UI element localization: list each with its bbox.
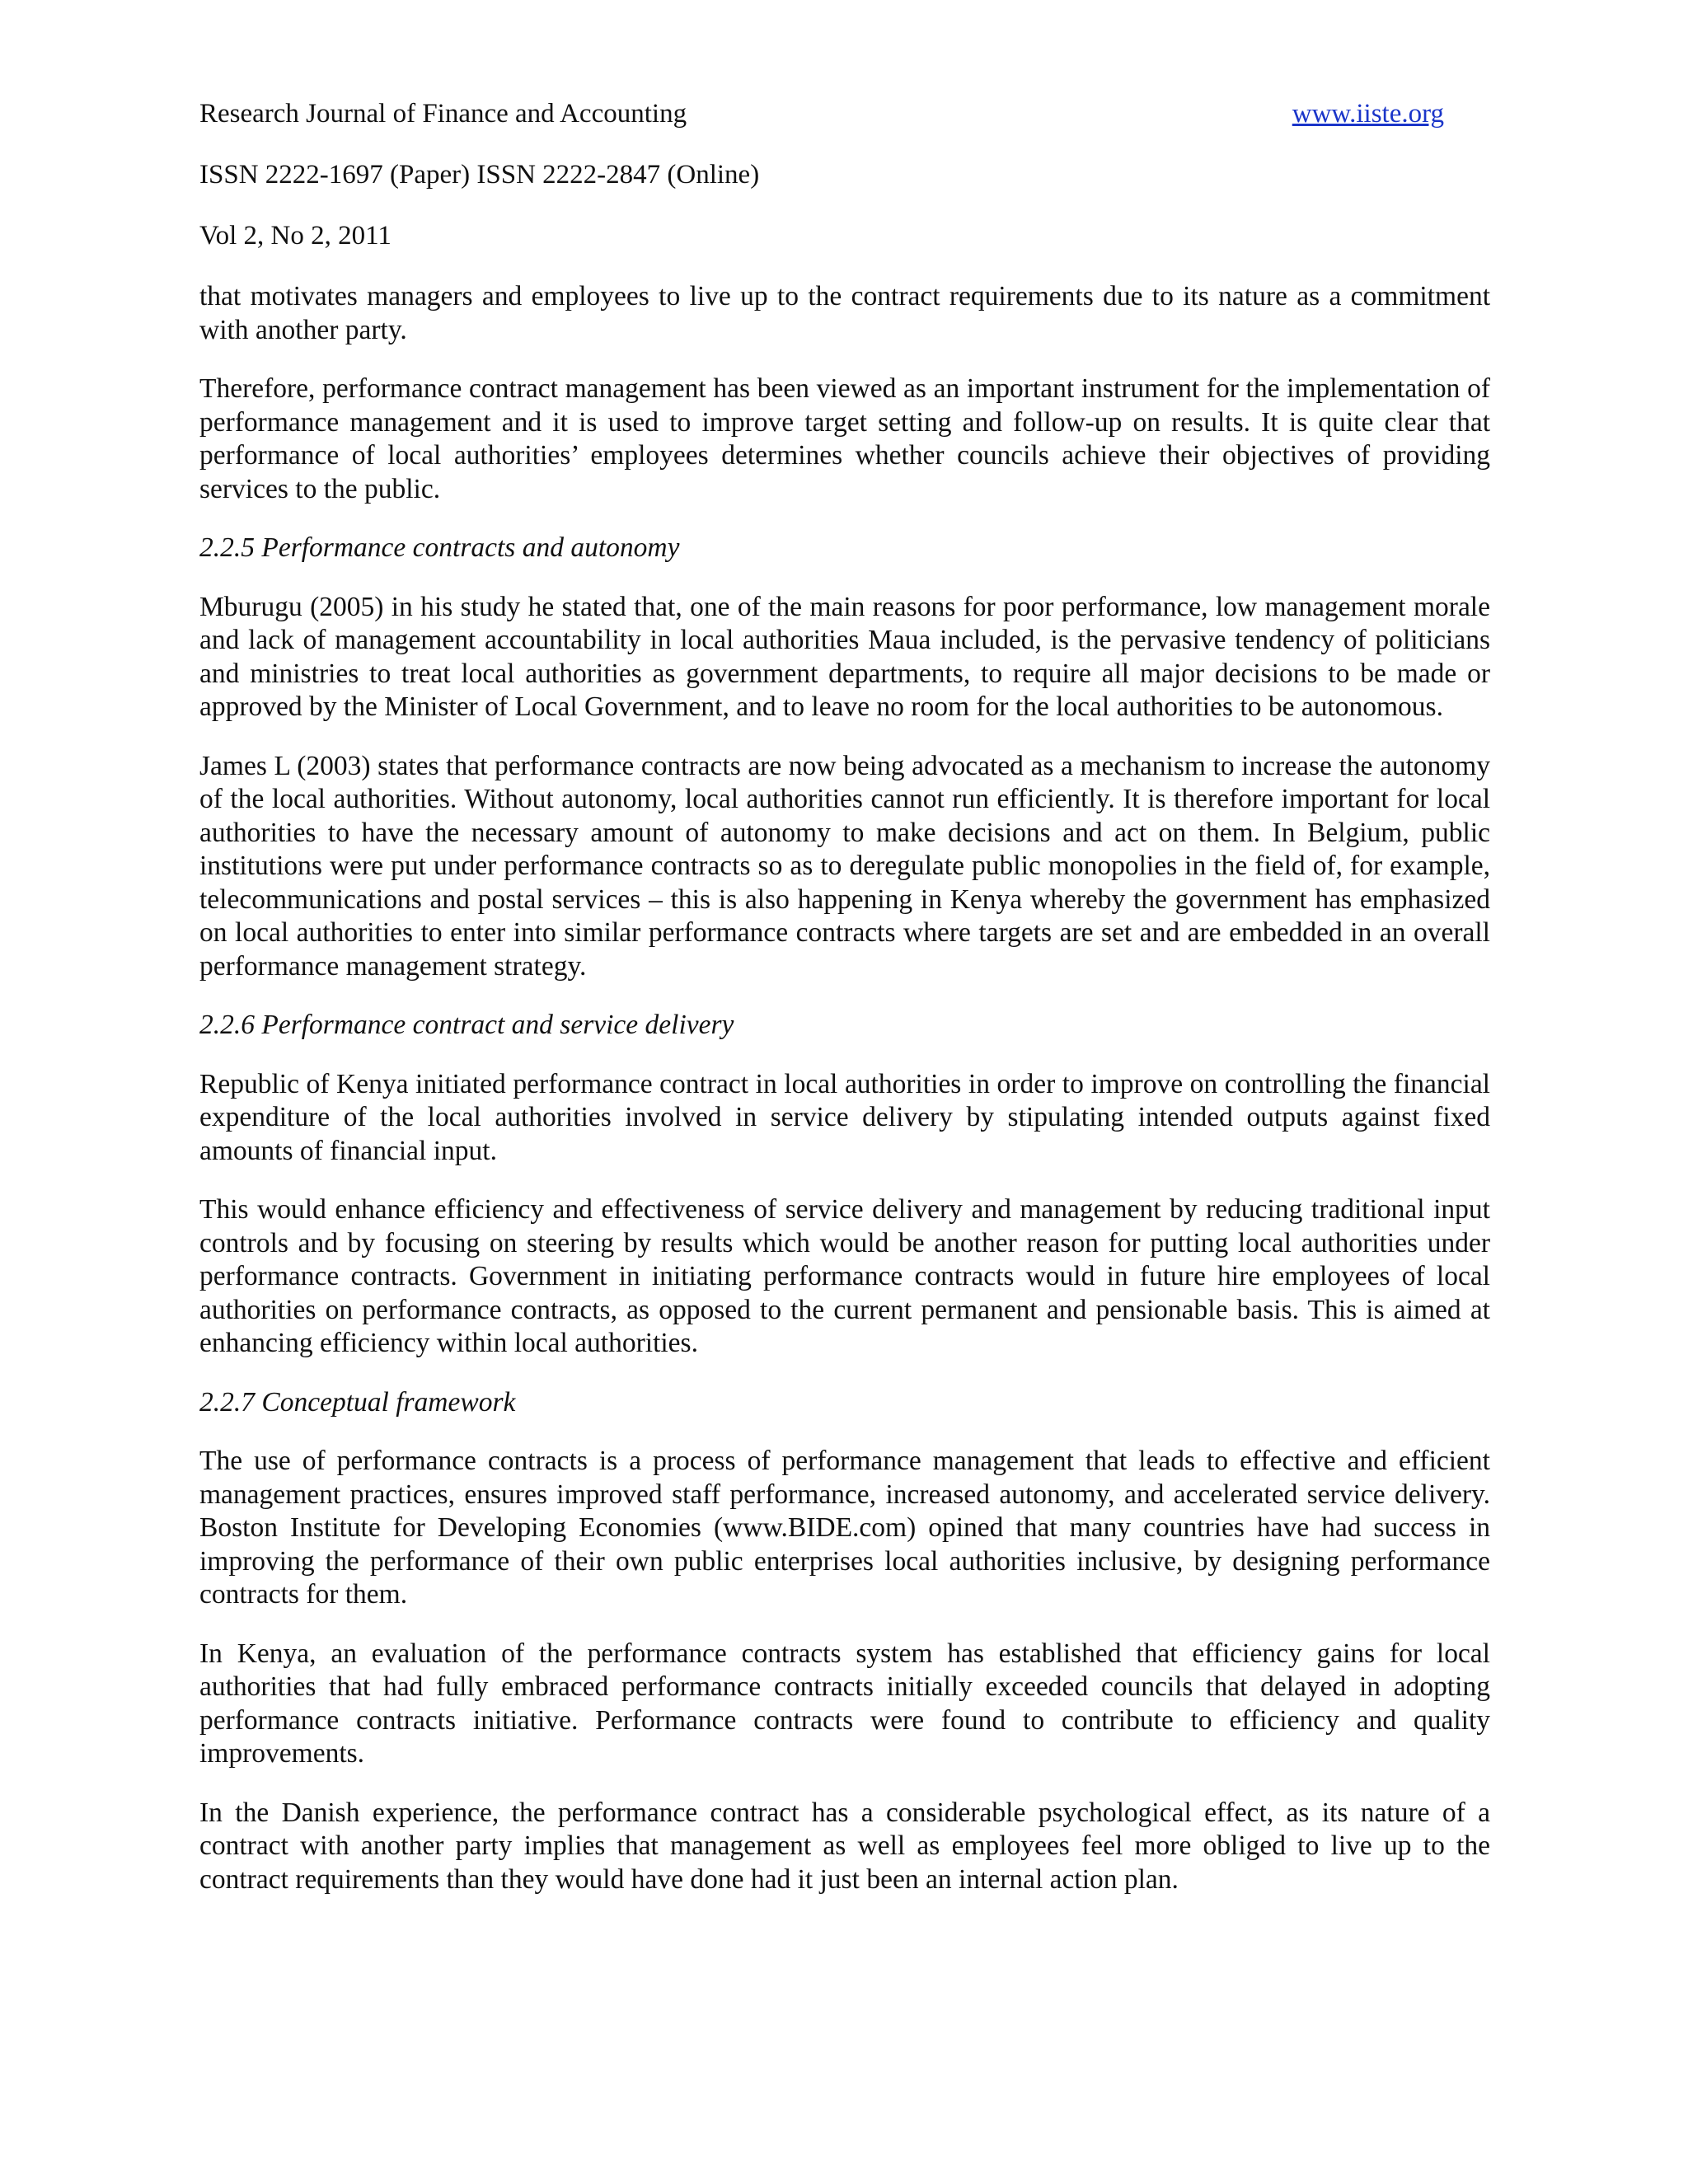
section-heading-2-2-7: 2.2.7 Conceptual framework	[199, 1386, 516, 1418]
section-heading-2-2-6: 2.2.6 Performance contract and service delivery	[199, 1010, 734, 1040]
issn-line: ISSN 2222-1697 (Paper) ISSN 2222-2847 (Online)	[199, 160, 760, 190]
section-heading-2-2-5: 2.2.5 Performance contracts and autonomy	[199, 532, 680, 563]
paragraph: In the Danish experience, the performance contract has a considerable psychological effect, as its nature of a contract with another party implies that management as well as employees feel more obliged to live up to the contract requirements than they would have done had it just been an internal action plan.	[199, 1797, 1490, 1895]
paragraph: This would enhance efficiency and effectiveness of service delivery and management by reducing traditional input controls and by focusing on steering by results which would be another reason for putting local authorities under performance contracts. Government in initiating performance contracts would in future hire employees of local authorities on performance contracts, as opposed to the current permanent and pensionable basis. This is aimed at enhancing efficiency within local authorities.	[199, 1194, 1490, 1358]
paragraph: James L (2003) states that performance contracts are now being advocated as a mechanism to increase the autonomy of the local authorities. Without autonomy, local authorities cannot run efficiently. It is therefore important for local authorities to have the necessary amount of autonomy to make decisions and act on them. In Belgium, public institutions were put under performance contracts so as to deregulate public monopolies in the field of, for example, telecommunications and postal services – this is also happening in Kenya whereby the government has emphasized on local authorities to enter into similar performance contracts where targets are set and are embedded in an overall performance management strategy.	[199, 750, 1490, 982]
journal-title: Research Journal of Finance and Accounting	[199, 99, 687, 129]
article-body	[199, 280, 1490, 1896]
journal-website-link[interactable]: www.iiste.org	[1292, 99, 1444, 129]
paragraph: The use of performance contracts is a process of performance management that leads to effective and efficient management practices, ensures improved staff performance, increased autonomy, and accelerated service delivery. Boston Institute for Developing Economies (www.BIDE.com) opined that many countries have had success in improving the performance of their own public enterprises local authorities inclusive, by designing performance contracts for them.	[199, 1446, 1490, 1610]
paragraph: In Kenya, an evaluation of the performance contracts system has established that efficiency gains for local authorities that had fully embraced performance contracts initially exceeded councils that delayed in adopting performance contracts initiative. Performance contracts were found to contribute to efficiency and quality improvements.	[199, 1638, 1490, 1769]
paragraph: Therefore, performance contract management has been viewed as an important instrument for the implementation of performance management and it is used to improve target setting and follow-up on results. It is quite clear that performance of local authorities’ employees determines whether councils achieve their objectives of providing services to the public.	[199, 373, 1490, 504]
page	[199, 97, 1490, 1922]
journal-header-line	[199, 97, 1490, 130]
paragraph: Mburugu (2005) in his study he stated that, one of the main reasons for poor performance, low management morale and lack of management accountability in local authorities Maua included, is the pervasive tendency of politicians and ministries to treat local authorities as government departments, to require all major decisions to be made or approved by the Minister of Local Government, and to leave no room for the local authorities to be autonomous.	[199, 591, 1490, 722]
paragraph: Republic of Kenya initiated performance contract in local authorities in order to improve on controlling the financial expenditure of the local authorities involved in service delivery by stipulating intended outputs against fixed amounts of financial input.	[199, 1068, 1490, 1166]
volume-line: Vol 2, No 2, 2011	[199, 221, 392, 251]
paragraph: that motivates managers and employees to live up to the contract requirements due to its nature as a commitment with another party.	[199, 281, 1490, 345]
